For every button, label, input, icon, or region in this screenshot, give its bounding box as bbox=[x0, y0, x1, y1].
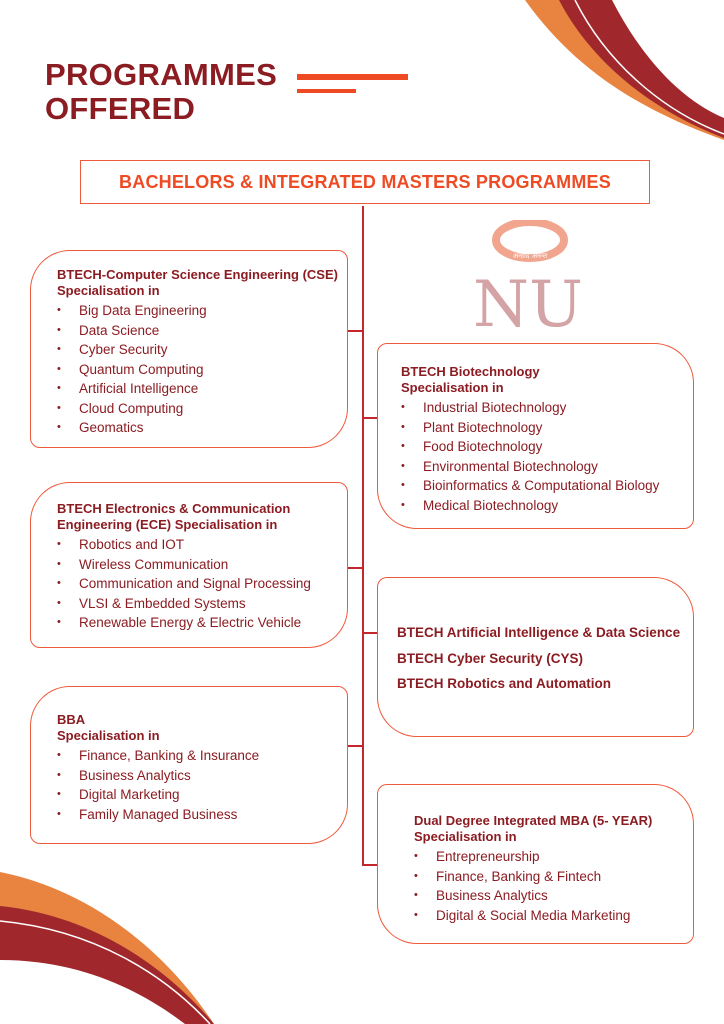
section-header: BACHELORS & INTEGRATED MASTERS PROGRAMMES bbox=[119, 171, 611, 192]
programme-box-ece bbox=[30, 482, 348, 648]
programme-subtitle: Specialisation in bbox=[401, 380, 504, 395]
list-item: • Finance, Banking & Insurance bbox=[57, 748, 260, 763]
programme-item: BTECH Cyber Security (CYS) bbox=[397, 650, 584, 666]
page-title-line2: OFFERED bbox=[45, 91, 196, 126]
list-item: • Medical Biotechnology bbox=[401, 497, 559, 513]
connector-btech-others bbox=[362, 632, 378, 634]
programme-title: BTECH Biotechnology bbox=[401, 364, 540, 379]
list-item: • Plant Biotechnology bbox=[401, 419, 543, 435]
programme-title: BTECH-Computer Science Engineering (CSE) bbox=[57, 267, 338, 282]
list-item: • Communication and Signal Processing bbox=[57, 576, 311, 591]
list-item: • Geomatics bbox=[57, 420, 144, 435]
programme-title: Dual Degree Integrated MBA (5- YEAR) bbox=[414, 813, 653, 828]
list-item: • Data Science bbox=[57, 322, 160, 338]
top-swoosh-red bbox=[559, 0, 724, 138]
programme-box-mba bbox=[377, 784, 694, 944]
list-item: • Bioinformatics & Computational Biology bbox=[401, 478, 660, 493]
list-item: • Renewable Energy & Electric Vehicle bbox=[57, 615, 302, 630]
list-item: • Food Biotechnology bbox=[401, 439, 543, 454]
list-item: • Wireless Communication bbox=[57, 556, 229, 572]
list-item: • Business Analytics bbox=[414, 888, 548, 903]
page-title-line1: PROGRAMMES bbox=[45, 57, 278, 92]
logo-motto: अनादि अनन्त bbox=[512, 252, 548, 260]
specialisation-list bbox=[57, 746, 347, 824]
page-title bbox=[45, 58, 277, 126]
list-item: • Finance, Banking & Fintech bbox=[414, 868, 602, 884]
list-item: • Industrial Biotechnology bbox=[401, 400, 567, 415]
list-item: • Big Data Engineering bbox=[57, 303, 207, 318]
specialisation-list bbox=[57, 535, 347, 633]
specialisation-list bbox=[401, 398, 693, 515]
list-item: • Cloud Computing bbox=[57, 400, 184, 416]
programme-item: BTECH Robotics and Automation bbox=[397, 676, 611, 691]
connector-ece bbox=[347, 567, 363, 569]
title-accent-line-short bbox=[297, 89, 356, 93]
list-item: • Digital & Social Media Marketing bbox=[414, 907, 631, 923]
connector-mba bbox=[362, 864, 378, 866]
list-item: • Robotics and IOT bbox=[57, 537, 185, 552]
programme-box-cse bbox=[30, 250, 348, 448]
list-item: • VLSI & Embedded Systems bbox=[57, 595, 246, 611]
list-item: • Digital Marketing bbox=[57, 787, 180, 802]
programme-box-bba bbox=[30, 686, 348, 844]
programme-box-biotech bbox=[377, 343, 694, 529]
list-item: • Family Managed Business bbox=[57, 806, 238, 822]
programme-subtitle: Specialisation in bbox=[414, 829, 517, 844]
programme-subtitle: Engineering (ECE) Specialisation in bbox=[57, 517, 278, 532]
university-logo-icon bbox=[472, 220, 584, 332]
programme-title: BTECH Electronics & Communication bbox=[57, 501, 291, 516]
connector-cse bbox=[347, 330, 363, 332]
title-accent-line bbox=[297, 74, 408, 80]
specialisation-list bbox=[57, 301, 347, 438]
list-item: • Business Analytics bbox=[57, 767, 191, 783]
list-item: • Artificial Intelligence bbox=[57, 381, 199, 396]
connector-bba bbox=[347, 745, 363, 747]
programme-subtitle: Specialisation in bbox=[57, 728, 160, 743]
programme-box-btech-others bbox=[377, 577, 694, 737]
programme-item: BTECH Artificial Intelligence & Data Science bbox=[397, 625, 681, 640]
list-item: • Environmental Biotechnology bbox=[401, 458, 598, 474]
list-item: • Quantum Computing bbox=[57, 361, 204, 377]
specialisation-list bbox=[414, 847, 693, 925]
list-item: • Entrepreneurship bbox=[414, 849, 540, 864]
programme-title: BBA bbox=[57, 712, 86, 727]
list-item: • Cyber Security bbox=[57, 342, 168, 357]
tree-trunk-line bbox=[362, 206, 364, 865]
logo-text: NU bbox=[473, 268, 583, 332]
programme-subtitle: Specialisation in bbox=[57, 283, 160, 298]
section-header-box bbox=[80, 160, 650, 204]
connector-biotech bbox=[362, 417, 378, 419]
